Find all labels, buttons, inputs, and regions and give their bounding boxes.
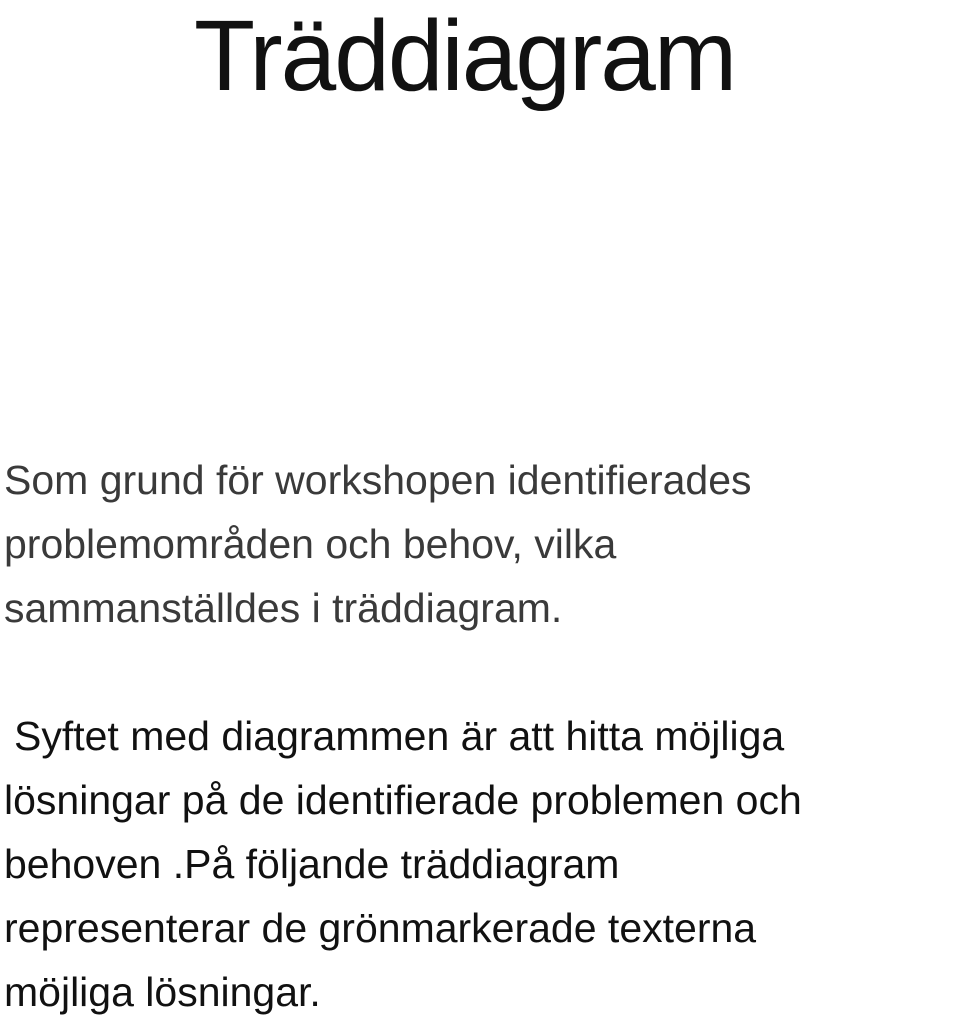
purpose-line: representerar de grönmarkerade texterna [4,905,757,951]
intro-paragraph [4,448,954,640]
purpose-paragraph [4,704,956,1024]
intro-line: Som grund för workshopen identifierades [4,457,752,503]
purpose-line: behoven .På följande träddiagram [4,841,620,887]
purpose-line: möjliga lösningar. [4,969,321,1015]
intro-line: sammanställdes i träddiagram. [4,585,563,631]
intro-line: problemområden och behov, vilka [4,521,617,567]
page-title: Träddiagram [194,0,736,112]
purpose-line: Syftet med diagrammen är att hitta möjliga [14,713,785,759]
purpose-line: lösningar på de identifierade problemen och [4,777,802,823]
